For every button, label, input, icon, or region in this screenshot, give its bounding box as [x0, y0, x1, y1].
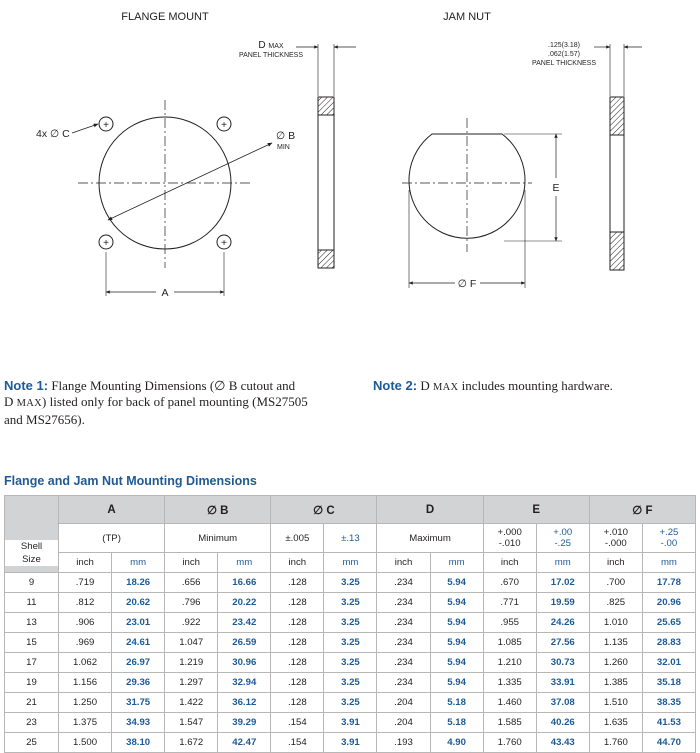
inch-cell: 1.460: [483, 693, 536, 713]
mm-cell: 3.25: [324, 633, 377, 653]
e-label: E: [552, 182, 560, 194]
mm-cell: 17.02: [536, 573, 589, 593]
mm-cell: 37.08: [536, 693, 589, 713]
mm-cell: 5.94: [430, 573, 483, 593]
svg-text:+: +: [221, 120, 227, 131]
panel-thickness-2-label: PANEL THICKNESS: [531, 60, 597, 67]
inch-cell: .234: [377, 573, 430, 593]
inch-cell: .154: [271, 713, 324, 733]
shell-size-cell: 13: [5, 613, 59, 633]
mm-cell: 3.25: [324, 593, 377, 613]
mm-cell: 5.94: [430, 613, 483, 633]
shell-size-header: Shell Size: [5, 540, 58, 566]
mm-cell: 26.97: [112, 653, 165, 673]
inch-cell: 1.510: [589, 693, 642, 713]
shell-size-cell: 21: [5, 693, 59, 713]
mm-cell: 20.96: [642, 593, 695, 613]
inch-cell: 1.047: [165, 633, 218, 653]
inch-cell: 1.085: [483, 633, 536, 653]
inch-cell: 1.585: [483, 713, 536, 733]
col-d-header: D: [377, 496, 483, 524]
inch-cell: .906: [59, 613, 112, 633]
mm-cell: 40.26: [536, 713, 589, 733]
mm-cell: 19.59: [536, 593, 589, 613]
mm-cell: 34.93: [112, 713, 165, 733]
mm-cell: 23.01: [112, 613, 165, 633]
shell-size-cell: 9: [5, 573, 59, 593]
table-row: [5, 713, 696, 733]
mm-cell: 28.83: [642, 633, 695, 653]
mm-cell: 3.25: [324, 573, 377, 593]
inch-cell: .128: [271, 613, 324, 633]
mm-cell: 25.65: [642, 613, 695, 633]
mm-cell: 32.01: [642, 653, 695, 673]
inch-cell: 1.219: [165, 653, 218, 673]
mounting-diagram: [0, 0, 700, 300]
mm-cell: 30.96: [218, 653, 271, 673]
inch-cell: 1.672: [165, 733, 218, 753]
mm-cell: 38.10: [112, 733, 165, 753]
col-f-header: ∅ F: [589, 496, 695, 524]
mm-cell: 31.75: [112, 693, 165, 713]
shell-size-cell: 25: [5, 733, 59, 753]
flange-mount-title: FLANGE MOUNT: [121, 11, 209, 23]
mm-cell: 17.78: [642, 573, 695, 593]
table-header-tolerances: (TP) Minimum ±.005 ±.13 Maximum +.000 -.010 +.00 -.25 +.010 -.000 +.25 -.00: [5, 524, 696, 553]
inch-cell: .193: [377, 733, 430, 753]
mm-cell: 39.29: [218, 713, 271, 733]
col-a-header: A: [59, 496, 165, 524]
mm-cell: 16.66: [218, 573, 271, 593]
mm-cell: 5.94: [430, 593, 483, 613]
col-b-header: ∅ B: [165, 496, 271, 524]
mm-cell: 30.73: [536, 653, 589, 673]
inch-cell: .234: [377, 593, 430, 613]
table-row: [5, 613, 696, 633]
note-2-label: Note 2:: [373, 378, 418, 393]
inch-cell: .204: [377, 693, 430, 713]
note-1: Note 1: Flange Mounting Dimensions (∅ B cutout and D MAX) listed only for back of panel mounting (MS27505 and MS27656).: [4, 378, 308, 427]
inch-cell: .719: [59, 573, 112, 593]
flange-front-view: [72, 100, 272, 296]
table-row: [5, 593, 696, 613]
note-1-label: Note 1:: [4, 378, 49, 393]
jam-nut-side-view: [594, 44, 642, 270]
inch-cell: .234: [377, 613, 430, 633]
inch-cell: 1.297: [165, 673, 218, 693]
col-e-header: E: [483, 496, 589, 524]
mm-cell: 4.90: [430, 733, 483, 753]
inch-cell: 1.422: [165, 693, 218, 713]
note-2: Note 2: D MAX includes mounting hardware.: [373, 378, 613, 393]
inch-cell: .234: [377, 653, 430, 673]
mm-cell: 44.70: [642, 733, 695, 753]
table-header-groups: [5, 496, 696, 524]
mm-cell: 3.25: [324, 673, 377, 693]
mm-cell: 38.35: [642, 693, 695, 713]
jam-nut-title: JAM NUT: [443, 11, 491, 23]
inch-cell: .128: [271, 633, 324, 653]
mm-cell: 29.36: [112, 673, 165, 693]
shell-size-cell: 11: [5, 593, 59, 613]
shell-size-cell: 19: [5, 673, 59, 693]
mm-cell: 3.25: [324, 693, 377, 713]
table-header-units: inch mm inch mm inch mm inch mm inch mm inch mm: [5, 553, 696, 573]
inch-cell: 1.547: [165, 713, 218, 733]
b-label: ∅ B: [276, 130, 296, 142]
inch-cell: 1.156: [59, 673, 112, 693]
inch-cell: .204: [377, 713, 430, 733]
table-title: Flange and Jam Nut Mounting Dimensions: [4, 474, 257, 488]
d-max-label: D MAX: [258, 40, 284, 51]
table-body: [5, 573, 696, 753]
inch-cell: 1.250: [59, 693, 112, 713]
dimensions-table: [4, 495, 696, 753]
inch-cell: .154: [271, 733, 324, 753]
mm-cell: 5.94: [430, 673, 483, 693]
inch-cell: 1.062: [59, 653, 112, 673]
inch-cell: .969: [59, 633, 112, 653]
table-row: [5, 733, 696, 753]
inch-cell: .128: [271, 693, 324, 713]
panel-thickness-label: PANEL THICKNESS: [238, 52, 304, 59]
mm-cell: 26.59: [218, 633, 271, 653]
inch-cell: 1.385: [589, 673, 642, 693]
inch-cell: .670: [483, 573, 536, 593]
mm-cell: 24.61: [112, 633, 165, 653]
mm-cell: 23.42: [218, 613, 271, 633]
mm-cell: 20.22: [218, 593, 271, 613]
mm-cell: 42.47: [218, 733, 271, 753]
inch-cell: 1.260: [589, 653, 642, 673]
shell-size-cell: 15: [5, 633, 59, 653]
mm-cell: 36.12: [218, 693, 271, 713]
inch-cell: .825: [589, 593, 642, 613]
inch-cell: .234: [377, 633, 430, 653]
mm-cell: 24.26: [536, 613, 589, 633]
inch-cell: .128: [271, 593, 324, 613]
mm-cell: 5.18: [430, 693, 483, 713]
mm-cell: 3.25: [324, 653, 377, 673]
dim-125-label: .125(3.18): [548, 42, 580, 49]
mm-cell: 35.18: [642, 673, 695, 693]
inch-cell: .128: [271, 573, 324, 593]
inch-cell: 1.760: [589, 733, 642, 753]
inch-cell: .234: [377, 673, 430, 693]
inch-cell: 1.210: [483, 653, 536, 673]
table-row: [5, 693, 696, 713]
inch-cell: .955: [483, 613, 536, 633]
mm-cell: 41.53: [642, 713, 695, 733]
mm-cell: 27.56: [536, 633, 589, 653]
mm-cell: 3.91: [324, 733, 377, 753]
mm-cell: 20.62: [112, 593, 165, 613]
mm-cell: 5.94: [430, 653, 483, 673]
inch-cell: .771: [483, 593, 536, 613]
inch-cell: .812: [59, 593, 112, 613]
mm-cell: 32.94: [218, 673, 271, 693]
mm-cell: 5.94: [430, 633, 483, 653]
mm-cell: 3.91: [324, 713, 377, 733]
inch-cell: 1.135: [589, 633, 642, 653]
col-c-header: ∅ C: [271, 496, 377, 524]
shell-size-cell: 17: [5, 653, 59, 673]
a-label: A: [161, 287, 169, 299]
f-label: ∅ F: [457, 278, 477, 290]
inch-cell: 1.010: [589, 613, 642, 633]
mm-cell: 5.18: [430, 713, 483, 733]
mm-cell: 18.26: [112, 573, 165, 593]
inch-cell: 1.335: [483, 673, 536, 693]
table-row: [5, 573, 696, 593]
mm-cell: 43.43: [536, 733, 589, 753]
table-row: [5, 653, 696, 673]
inch-cell: .700: [589, 573, 642, 593]
mm-cell: 3.25: [324, 613, 377, 633]
inch-cell: .922: [165, 613, 218, 633]
mm-cell: 33.91: [536, 673, 589, 693]
flange-side-view: [296, 44, 356, 268]
table-row: [5, 633, 696, 653]
inch-cell: 1.635: [589, 713, 642, 733]
inch-cell: .796: [165, 593, 218, 613]
svg-text:+: +: [221, 238, 227, 249]
shell-size-cell: 23: [5, 713, 59, 733]
table-row: [5, 673, 696, 693]
inch-cell: .128: [271, 653, 324, 673]
inch-cell: 1.375: [59, 713, 112, 733]
jam-nut-front-view: [402, 118, 562, 288]
inch-cell: .656: [165, 573, 218, 593]
inch-cell: 1.760: [483, 733, 536, 753]
svg-text:+: +: [103, 120, 109, 131]
c-label: 4x ∅ C: [36, 128, 70, 140]
dim-062-label: .062(1.57): [548, 51, 580, 58]
svg-text:+: +: [103, 238, 109, 249]
inch-cell: .128: [271, 673, 324, 693]
inch-cell: 1.500: [59, 733, 112, 753]
b-min-label: MIN: [277, 144, 290, 151]
